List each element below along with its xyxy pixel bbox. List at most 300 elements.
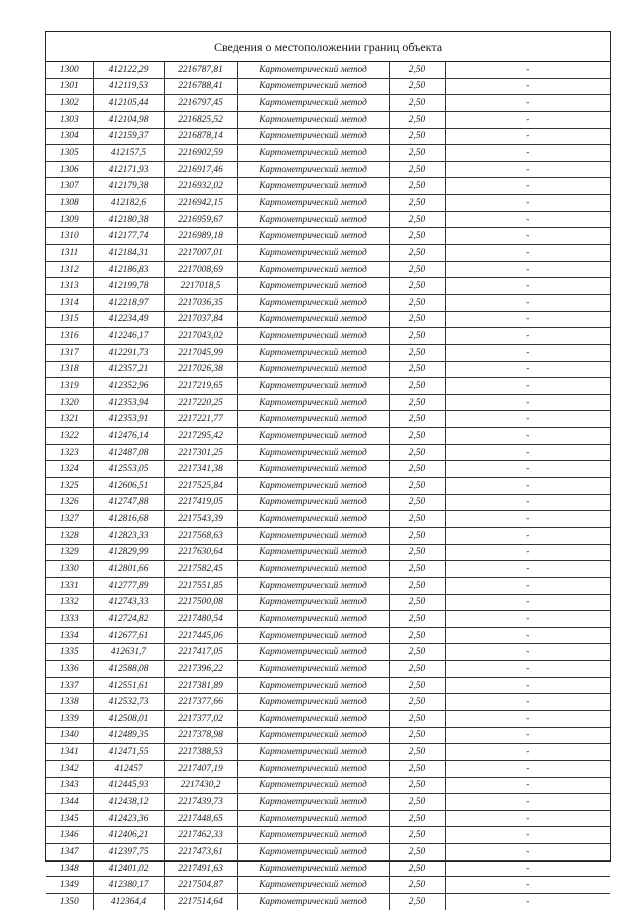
accuracy-cell: 2,50 [389,744,445,761]
point-number-cell: 1304 [46,128,93,145]
accuracy-cell: 2,50 [389,78,445,95]
method-cell: Картометрический метод [237,511,389,528]
accuracy-cell: 2,50 [389,544,445,561]
y-coordinate-cell: 2216825,52 [164,111,237,128]
description-cell: - [445,78,610,95]
y-coordinate-cell: 2217419,05 [164,494,237,511]
table-row [46,544,610,561]
table-row [46,844,610,861]
method-cell: Картометрический метод [237,111,389,128]
description-cell: - [445,328,610,345]
description-cell: - [445,145,610,162]
y-coordinate-cell: 2217045,99 [164,344,237,361]
table-row [46,744,610,761]
method-cell: Картометрический метод [237,794,389,811]
point-number-cell: 1308 [46,195,93,212]
method-cell: Картометрический метод [237,527,389,544]
point-number-cell: 1328 [46,527,93,544]
description-cell: - [445,661,610,678]
accuracy-cell: 2,50 [389,810,445,827]
method-cell: Картометрический метод [237,128,389,145]
y-coordinate-cell: 2217341,38 [164,461,237,478]
accuracy-cell: 2,50 [389,228,445,245]
table-row [46,894,610,910]
method-cell: Картометрический метод [237,62,389,78]
point-number-cell: 1317 [46,344,93,361]
point-number-cell: 1338 [46,694,93,711]
boundary-points-table [46,62,610,910]
point-number-cell: 1343 [46,777,93,794]
description-cell: - [445,760,610,777]
table-row [46,328,610,345]
table-row [46,478,610,495]
x-coordinate-cell: 412159,37 [93,128,164,145]
method-cell: Картометрический метод [237,478,389,495]
point-number-cell: 1345 [46,810,93,827]
accuracy-cell: 2,50 [389,710,445,727]
accuracy-cell: 2,50 [389,661,445,678]
x-coordinate-cell: 412291,73 [93,344,164,361]
point-number-cell: 1349 [46,877,93,894]
table-row [46,145,610,162]
x-coordinate-cell: 412353,91 [93,411,164,428]
point-number-cell: 1350 [46,894,93,910]
y-coordinate-cell: 2217514,64 [164,894,237,910]
y-coordinate-cell: 2216902,59 [164,145,237,162]
point-number-cell: 1339 [46,710,93,727]
description-cell: - [445,245,610,262]
description-cell: - [445,62,610,78]
table-row [46,511,610,528]
point-number-cell: 1313 [46,278,93,295]
table-row [46,294,610,311]
description-cell: - [445,344,610,361]
y-coordinate-cell: 2217407,19 [164,760,237,777]
table-row [46,211,610,228]
table-row [46,278,610,295]
accuracy-cell: 2,50 [389,561,445,578]
point-number-cell: 1335 [46,644,93,661]
y-coordinate-cell: 2217448,65 [164,810,237,827]
method-cell: Картометрический метод [237,195,389,212]
accuracy-cell: 2,50 [389,594,445,611]
x-coordinate-cell: 412406,21 [93,827,164,844]
point-number-cell: 1311 [46,245,93,262]
table-row [46,378,610,395]
x-coordinate-cell: 412364,4 [93,894,164,910]
table-row [46,810,610,827]
x-coordinate-cell: 412397,75 [93,844,164,861]
x-coordinate-cell: 412246,17 [93,328,164,345]
method-cell: Картометрический метод [237,594,389,611]
y-coordinate-cell: 2217445,06 [164,627,237,644]
table-row [46,428,610,445]
y-coordinate-cell: 2217036,35 [164,294,237,311]
point-number-cell: 1319 [46,378,93,395]
method-cell: Картометрический метод [237,644,389,661]
method-cell: Картометрический метод [237,727,389,744]
point-number-cell: 1332 [46,594,93,611]
table-row [46,494,610,511]
x-coordinate-cell: 412119,53 [93,78,164,95]
x-coordinate-cell: 412588,08 [93,661,164,678]
accuracy-cell: 2,50 [389,827,445,844]
description-cell: - [445,278,610,295]
x-coordinate-cell: 412457 [93,760,164,777]
description-cell: - [445,494,610,511]
point-number-cell: 1301 [46,78,93,95]
table-title: Сведения о местоположении границ объекта [46,32,610,62]
point-number-cell: 1309 [46,211,93,228]
point-number-cell: 1326 [46,494,93,511]
point-number-cell: 1300 [46,62,93,78]
x-coordinate-cell: 412157,5 [93,145,164,162]
table-row [46,661,610,678]
method-cell: Картометрический метод [237,444,389,461]
point-number-cell: 1333 [46,611,93,628]
table-row [46,444,610,461]
description-cell: - [445,228,610,245]
table-row [46,161,610,178]
accuracy-cell: 2,50 [389,378,445,395]
x-coordinate-cell: 412184,31 [93,245,164,262]
table-row [46,344,610,361]
accuracy-cell: 2,50 [389,294,445,311]
accuracy-cell: 2,50 [389,860,445,877]
x-coordinate-cell: 412551,61 [93,677,164,694]
y-coordinate-cell: 2217582,45 [164,561,237,578]
description-cell: - [445,511,610,528]
accuracy-cell: 2,50 [389,494,445,511]
accuracy-cell: 2,50 [389,128,445,145]
accuracy-cell: 2,50 [389,577,445,594]
y-coordinate-cell: 2217381,89 [164,677,237,694]
table-row [46,577,610,594]
accuracy-cell: 2,50 [389,894,445,910]
description-cell: - [445,411,610,428]
x-coordinate-cell: 412218,97 [93,294,164,311]
y-coordinate-cell: 2217462,33 [164,827,237,844]
table-row [46,727,610,744]
accuracy-cell: 2,50 [389,161,445,178]
description-cell: - [445,594,610,611]
table-row [46,611,610,628]
accuracy-cell: 2,50 [389,777,445,794]
method-cell: Картометрический метод [237,161,389,178]
y-coordinate-cell: 2217630,64 [164,544,237,561]
x-coordinate-cell: 412445,93 [93,777,164,794]
description-cell: - [445,361,610,378]
y-coordinate-cell: 2217417,05 [164,644,237,661]
description-cell: - [445,261,610,278]
x-coordinate-cell: 412423,36 [93,810,164,827]
method-cell: Картометрический метод [237,95,389,112]
accuracy-cell: 2,50 [389,245,445,262]
accuracy-cell: 2,50 [389,428,445,445]
y-coordinate-cell: 2217430,2 [164,777,237,794]
description-cell: - [445,461,610,478]
accuracy-cell: 2,50 [389,694,445,711]
description-cell: - [445,777,610,794]
x-coordinate-cell: 412186,83 [93,261,164,278]
y-coordinate-cell: 2217377,02 [164,710,237,727]
method-cell: Картометрический метод [237,561,389,578]
method-cell: Картометрический метод [237,245,389,262]
description-cell: - [445,527,610,544]
x-coordinate-cell: 412823,33 [93,527,164,544]
y-coordinate-cell: 2216932,02 [164,178,237,195]
description-cell: - [445,478,610,495]
accuracy-cell: 2,50 [389,344,445,361]
y-coordinate-cell: 2217388,53 [164,744,237,761]
y-coordinate-cell: 2216878,14 [164,128,237,145]
table-row [46,860,610,877]
x-coordinate-cell: 412401,02 [93,860,164,877]
y-coordinate-cell: 2217504,87 [164,877,237,894]
method-cell: Картометрический метод [237,411,389,428]
accuracy-cell: 2,50 [389,877,445,894]
method-cell: Картометрический метод [237,844,389,861]
accuracy-cell: 2,50 [389,145,445,162]
method-cell: Картометрический метод [237,694,389,711]
point-number-cell: 1323 [46,444,93,461]
point-number-cell: 1322 [46,428,93,445]
y-coordinate-cell: 2217439,73 [164,794,237,811]
point-number-cell: 1320 [46,394,93,411]
method-cell: Картометрический метод [237,810,389,827]
method-cell: Картометрический метод [237,211,389,228]
table-row [46,694,610,711]
method-cell: Картометрический метод [237,394,389,411]
table-row [46,228,610,245]
x-coordinate-cell: 412743,33 [93,594,164,611]
description-cell: - [445,827,610,844]
method-cell: Картометрический метод [237,378,389,395]
x-coordinate-cell: 412234,49 [93,311,164,328]
description-cell: - [445,810,610,827]
y-coordinate-cell: 2217037,84 [164,311,237,328]
point-number-cell: 1348 [46,860,93,877]
accuracy-cell: 2,50 [389,211,445,228]
y-coordinate-cell: 2217543,39 [164,511,237,528]
table-row [46,95,610,112]
accuracy-cell: 2,50 [389,677,445,694]
y-coordinate-cell: 2217295,42 [164,428,237,445]
x-coordinate-cell: 412171,93 [93,161,164,178]
description-cell: - [445,644,610,661]
description-cell: - [526,896,530,907]
point-number-cell: 1346 [46,827,93,844]
description-cell: - [445,161,610,178]
accuracy-cell: 2,50 [389,644,445,661]
method-cell: Картометрический метод [237,294,389,311]
table-row [46,78,610,95]
accuracy-cell: 2,50 [389,361,445,378]
description-cell: - [445,378,610,395]
method-cell: Картометрический метод [237,328,389,345]
description-cell: - [445,611,610,628]
method-cell: Картометрический метод [237,710,389,727]
method-cell: Картометрический метод [237,428,389,445]
method-cell: Картометрический метод [237,611,389,628]
method-cell: Картометрический метод [237,178,389,195]
method-cell: Картометрический метод [237,877,389,894]
y-coordinate-cell: 2217221,77 [164,411,237,428]
table-row [46,760,610,777]
y-coordinate-cell: 2217377,66 [164,694,237,711]
x-coordinate-cell: 412801,66 [93,561,164,578]
table-row [46,594,610,611]
x-coordinate-cell: 412353,94 [93,394,164,411]
x-coordinate-cell: 412606,51 [93,478,164,495]
point-number-cell: 1312 [46,261,93,278]
description-cell: - [445,794,610,811]
method-cell: Картометрический метод [237,261,389,278]
table-row [46,561,610,578]
accuracy-cell: 2,50 [389,478,445,495]
accuracy-cell: 2,50 [389,727,445,744]
x-coordinate-cell: 412532,73 [93,694,164,711]
table-row [46,677,610,694]
x-coordinate-cell: 412380,17 [93,877,164,894]
accuracy-cell: 2,50 [389,178,445,195]
y-coordinate-cell: 2217568,63 [164,527,237,544]
x-coordinate-cell: 412777,89 [93,577,164,594]
description-cell: - [445,394,610,411]
description-cell: - [445,694,610,711]
x-coordinate-cell: 412105,44 [93,95,164,112]
description-cell: - [445,428,610,445]
table-row [46,245,610,262]
y-coordinate-cell: 2216959,67 [164,211,237,228]
table-row [46,128,610,145]
y-coordinate-cell: 2216989,18 [164,228,237,245]
x-coordinate-cell: 412747,88 [93,494,164,511]
x-coordinate-cell: 412199,78 [93,278,164,295]
table-row [46,627,610,644]
table-row [46,644,610,661]
boundary-table-sheet [45,31,611,907]
x-coordinate-cell: 412677,61 [93,627,164,644]
point-number-cell: 1329 [46,544,93,561]
method-cell: Картометрический метод [237,760,389,777]
accuracy-cell: 2,50 [389,328,445,345]
x-coordinate-cell: 412487,08 [93,444,164,461]
table-row [46,877,610,894]
method-cell: Картометрический метод [237,494,389,511]
table-row [46,261,610,278]
method-cell: Картометрический метод [237,145,389,162]
table-row [46,794,610,811]
y-coordinate-cell: 2217026,38 [164,361,237,378]
x-coordinate-cell: 412179,38 [93,178,164,195]
x-coordinate-cell: 412438,12 [93,794,164,811]
method-cell: Картометрический метод [237,344,389,361]
description-cell: - [445,311,610,328]
accuracy-cell: 2,50 [389,511,445,528]
x-coordinate-cell: 412476,14 [93,428,164,445]
y-coordinate-cell: 2216942,15 [164,195,237,212]
table-row [46,195,610,212]
point-number-cell: 1302 [46,95,93,112]
x-coordinate-cell: 412489,35 [93,727,164,744]
description-cell: - [445,195,610,212]
table-row [46,361,610,378]
table-row [46,62,610,78]
point-number-cell: 1315 [46,311,93,328]
method-cell: Картометрический метод [237,827,389,844]
accuracy-cell: 2,50 [389,62,445,78]
table-row [46,710,610,727]
accuracy-cell: 2,50 [389,278,445,295]
accuracy-cell: 2,50 [389,760,445,777]
method-cell: Картометрический метод [237,577,389,594]
x-coordinate-cell: 412357,21 [93,361,164,378]
accuracy-cell: 2,50 [389,527,445,544]
method-cell: Картометрический метод [237,744,389,761]
point-number-cell: 1336 [46,661,93,678]
accuracy-cell: 2,50 [389,844,445,861]
description-cell: - [445,577,610,594]
y-coordinate-cell: 2217378,98 [164,727,237,744]
description-cell: - [445,294,610,311]
method-cell: Картометрический метод [237,228,389,245]
point-number-cell: 1307 [46,178,93,195]
method-cell: Картометрический метод [237,661,389,678]
table-row [46,311,610,328]
method-cell: Картометрический метод [237,677,389,694]
method-cell: Картометрический метод [237,311,389,328]
y-coordinate-cell: 2216797,45 [164,95,237,112]
y-coordinate-cell: 2217301,25 [164,444,237,461]
method-cell: Картометрический метод [237,627,389,644]
point-number-cell: 1341 [46,744,93,761]
accuracy-cell: 2,50 [389,311,445,328]
description-cell: - [445,744,610,761]
y-coordinate-cell: 2217396,22 [164,661,237,678]
x-coordinate-cell: 412816,68 [93,511,164,528]
y-coordinate-cell: 2216788,41 [164,78,237,95]
x-coordinate-cell: 412180,38 [93,211,164,228]
description-cell: - [445,844,610,861]
point-number-cell: 1306 [46,161,93,178]
accuracy-cell: 2,50 [389,627,445,644]
description-cell: - [445,727,610,744]
table-row [46,461,610,478]
description-cell: - [445,710,610,727]
x-coordinate-cell: 412352,96 [93,378,164,395]
x-coordinate-cell: 412724,82 [93,611,164,628]
y-coordinate-cell: 2217500,08 [164,594,237,611]
method-cell: Картометрический метод [237,777,389,794]
x-coordinate-cell: 412508,01 [93,710,164,727]
method-cell: Картометрический метод [237,78,389,95]
method-cell: Картометрический метод [237,278,389,295]
x-coordinate-cell: 412182,6 [93,195,164,212]
y-coordinate-cell: 2217043,02 [164,328,237,345]
table-row [46,777,610,794]
table-row [46,827,610,844]
accuracy-cell: 2,50 [389,95,445,112]
table-row [46,394,610,411]
y-coordinate-cell: 2217491,63 [164,860,237,877]
x-coordinate-cell: 412829,99 [93,544,164,561]
description-cell: - [445,178,610,195]
accuracy-cell: 2,50 [389,261,445,278]
point-number-cell: 1321 [46,411,93,428]
table-row [46,411,610,428]
method-cell: Картометрический метод [237,860,389,877]
